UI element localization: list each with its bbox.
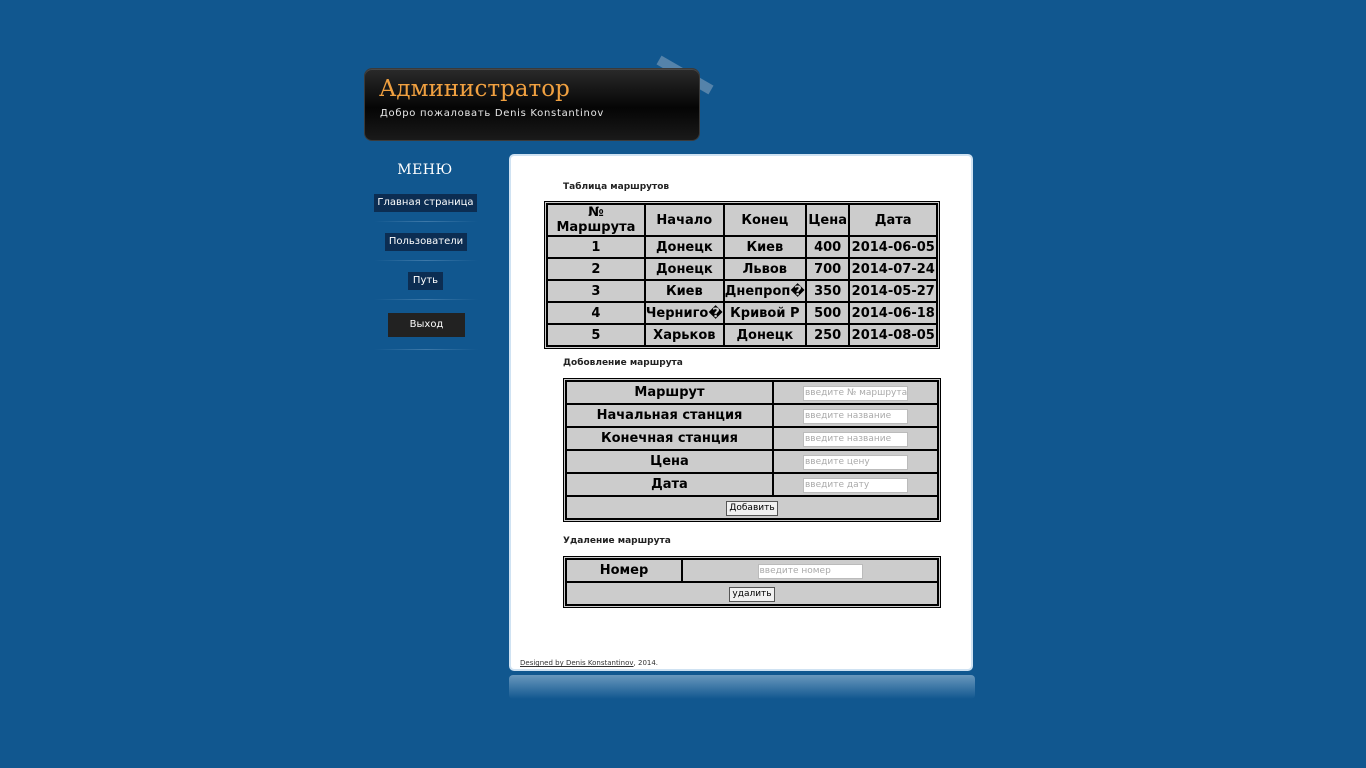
route-price-cell: 250 <box>806 324 850 346</box>
route-price-cell: 350 <box>806 280 850 302</box>
footer-year: , 2014. <box>633 659 659 667</box>
menu-title: МЕНЮ <box>397 162 453 178</box>
route-number-input[interactable] <box>803 386 908 401</box>
add-route-form <box>563 378 941 522</box>
route-start-cell: Киев <box>645 280 724 302</box>
menu-divider <box>374 221 478 222</box>
route-end-cell: Кривой Р <box>724 302 806 324</box>
table-row <box>547 280 937 302</box>
nav-route-button[interactable]: Путь <box>408 272 443 290</box>
route-end-cell: Днепроп� <box>724 280 806 302</box>
form-row <box>566 473 938 496</box>
route-number-cell: 5 <box>547 324 645 346</box>
routes-table <box>544 201 940 349</box>
menu-divider <box>374 260 478 261</box>
table-row <box>547 324 937 346</box>
route-date-cell: 2014-06-18 <box>849 302 937 324</box>
add-route-title: Добовление маршрута <box>563 358 683 368</box>
route-number-cell: 1 <box>547 236 645 258</box>
nav-users-button[interactable]: Пользователи <box>385 233 467 251</box>
route-price-cell: 400 <box>806 236 850 258</box>
route-date-cell: 2014-08-05 <box>849 324 937 346</box>
add-route-button[interactable]: Добавить <box>726 501 777 516</box>
delete-route-form <box>563 556 941 608</box>
date-input[interactable] <box>803 478 908 493</box>
price-input[interactable] <box>803 455 908 470</box>
table-header-row <box>547 204 937 236</box>
route-date-cell: 2014-06-05 <box>849 236 937 258</box>
welcome-text: Добро пожаловать Denis Konstantinov <box>380 108 605 119</box>
column-header: Конец <box>724 204 806 236</box>
route-price-cell: 700 <box>806 258 850 280</box>
site-header <box>364 68 700 141</box>
column-header: Цена <box>806 204 850 236</box>
form-row <box>566 427 938 450</box>
table-row <box>547 236 937 258</box>
route-number-label: Маршрут <box>566 381 773 404</box>
form-row <box>566 450 938 473</box>
start-station-input[interactable] <box>803 409 908 424</box>
delete-route-title: Удаление маршрута <box>563 536 671 546</box>
price-label: Цена <box>566 450 773 473</box>
route-start-cell: Донецк <box>645 236 724 258</box>
route-number-cell: 2 <box>547 258 645 280</box>
form-row <box>566 559 938 582</box>
form-row <box>566 381 938 404</box>
route-end-cell: Львов <box>724 258 806 280</box>
end-station-input[interactable] <box>803 432 908 447</box>
route-date-cell: 2014-07-24 <box>849 258 937 280</box>
logout-button[interactable]: Выход <box>388 313 465 337</box>
table-row <box>547 302 937 324</box>
start-station-label: Начальная станция <box>566 404 773 427</box>
footer <box>520 659 658 667</box>
route-number-cell: 4 <box>547 302 645 324</box>
route-end-cell: Донецк <box>724 324 806 346</box>
nav-home-button[interactable]: Главная страница <box>374 194 477 212</box>
table-row <box>547 258 937 280</box>
route-id-label: Номер <box>566 559 682 582</box>
panel-reflection <box>509 675 975 699</box>
route-date-cell: 2014-05-27 <box>849 280 937 302</box>
route-start-cell: Донецк <box>645 258 724 280</box>
column-header: № Маршрута <box>547 204 645 236</box>
route-id-input[interactable] <box>758 564 863 579</box>
menu-divider <box>374 299 478 300</box>
routes-table-title: Таблица маршрутов <box>563 182 670 192</box>
date-label: Дата <box>566 473 773 496</box>
footer-credit-link[interactable]: Designed by Denis Konstantinov <box>520 659 634 667</box>
route-end-cell: Киев <box>724 236 806 258</box>
page-title: Администратор <box>379 76 570 102</box>
form-row <box>566 496 938 519</box>
route-start-cell: Харьков <box>645 324 724 346</box>
route-number-cell: 3 <box>547 280 645 302</box>
route-start-cell: Черниго� <box>645 302 724 324</box>
menu-divider <box>374 349 478 350</box>
route-price-cell: 500 <box>806 302 850 324</box>
column-header: Начало <box>645 204 724 236</box>
form-row <box>566 404 938 427</box>
form-row <box>566 582 938 605</box>
delete-route-button[interactable]: удалить <box>729 587 774 602</box>
column-header: Дата <box>849 204 937 236</box>
end-station-label: Конечная станция <box>566 427 773 450</box>
